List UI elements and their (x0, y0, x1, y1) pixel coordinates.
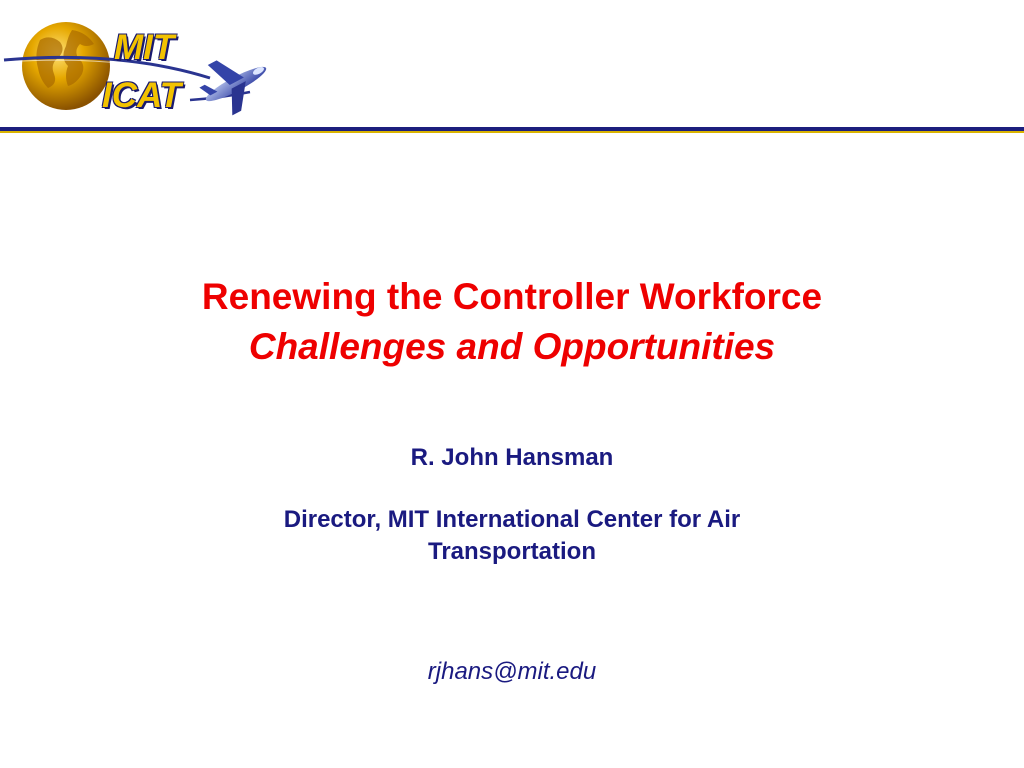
logo-text-mit: MIT (114, 28, 175, 67)
logo-text-icat: ICAT (102, 76, 182, 115)
author-affiliation: Director, MIT International Center for Air Transportation (283, 506, 741, 565)
author-email: rjhans@mit.edu (427, 658, 597, 685)
slide-title: Renewing the Controller Workforce (201, 276, 823, 317)
mit-icat-logo (0, 0, 290, 125)
author-name: R. John Hansman (410, 444, 614, 471)
slide-title-block (0, 272, 1024, 372)
slide-subtitle: Challenges and Opportunities (248, 326, 776, 367)
header-divider (0, 127, 1024, 133)
